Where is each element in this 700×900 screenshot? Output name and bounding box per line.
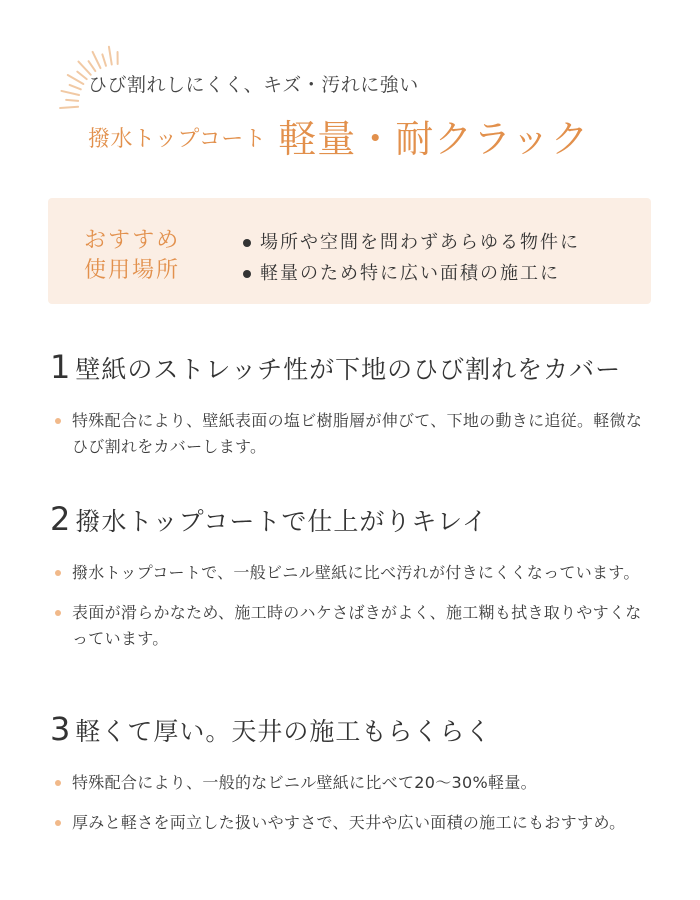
feature-title: 1 壁紙のストレッチ性が下地のひび割れをカバー: [50, 348, 622, 386]
sunburst-ray: [102, 54, 106, 66]
list-item: 場所や空間を問わずあらゆる物件に: [240, 227, 580, 258]
list-item: 表面が滑らかなため、施工時のハケさばきがよく、施工糊も拭き取りやすくなっています。: [50, 600, 650, 652]
product-name-big: 軽量・耐クラック: [278, 117, 590, 161]
list-item: 厚みと軽さを両立した扱いやすさで、天井や広い面積の施工にもおすすめ。: [50, 810, 650, 836]
feature-points: [50, 560, 650, 652]
list-item: 特殊配合により、一般的なビニル壁紙に比べて20〜30%軽量。: [50, 770, 650, 796]
tagline: ひび割れしにくく、キズ・汚れに強い: [88, 74, 419, 96]
feature-number: 3: [50, 710, 72, 748]
sunburst-ray: [109, 47, 112, 65]
sunburst-ray: [70, 84, 81, 90]
header: [0, 0, 700, 190]
list-item: 軽量のため特に広い面積の施工に: [240, 258, 580, 289]
recommended-usage-list: [240, 227, 580, 289]
sunburst-ray: [61, 90, 79, 96]
list-item: 撥水トップコートで、一般ビニル壁紙に比べ汚れが付きにくくなっています。: [50, 560, 650, 586]
sunburst-ray: [66, 99, 78, 102]
feature-points: [50, 770, 650, 836]
feature-title: 2 撥水トップコートで仕上がりキレイ: [50, 500, 488, 538]
sunburst-ray: [117, 52, 119, 64]
recommended-usage-box: [48, 198, 651, 304]
list-item: 特殊配合により、壁紙表面の塩ビ樹脂層が伸びて、下地の動きに追従。軽微なひび割れをカバーします。: [50, 408, 650, 460]
feature-points: [50, 408, 650, 460]
sunburst-ray: [93, 51, 101, 68]
feature-section-1: [50, 348, 650, 474]
feature-title: 3 軽くて厚い。天井の施工もらくらく: [50, 710, 492, 748]
product-name-small: 撥水トップコート: [88, 127, 267, 152]
sunburst-ray: [77, 71, 86, 80]
sunburst-ray: [60, 107, 78, 108]
feature-section-3: [50, 710, 650, 850]
feature-number: 1: [50, 348, 72, 386]
product-name: [88, 108, 590, 163]
feature-section-2: [50, 500, 650, 666]
recommended-usage-title: おすすめ 使用場所: [84, 228, 181, 283]
feature-number: 2: [50, 500, 72, 538]
